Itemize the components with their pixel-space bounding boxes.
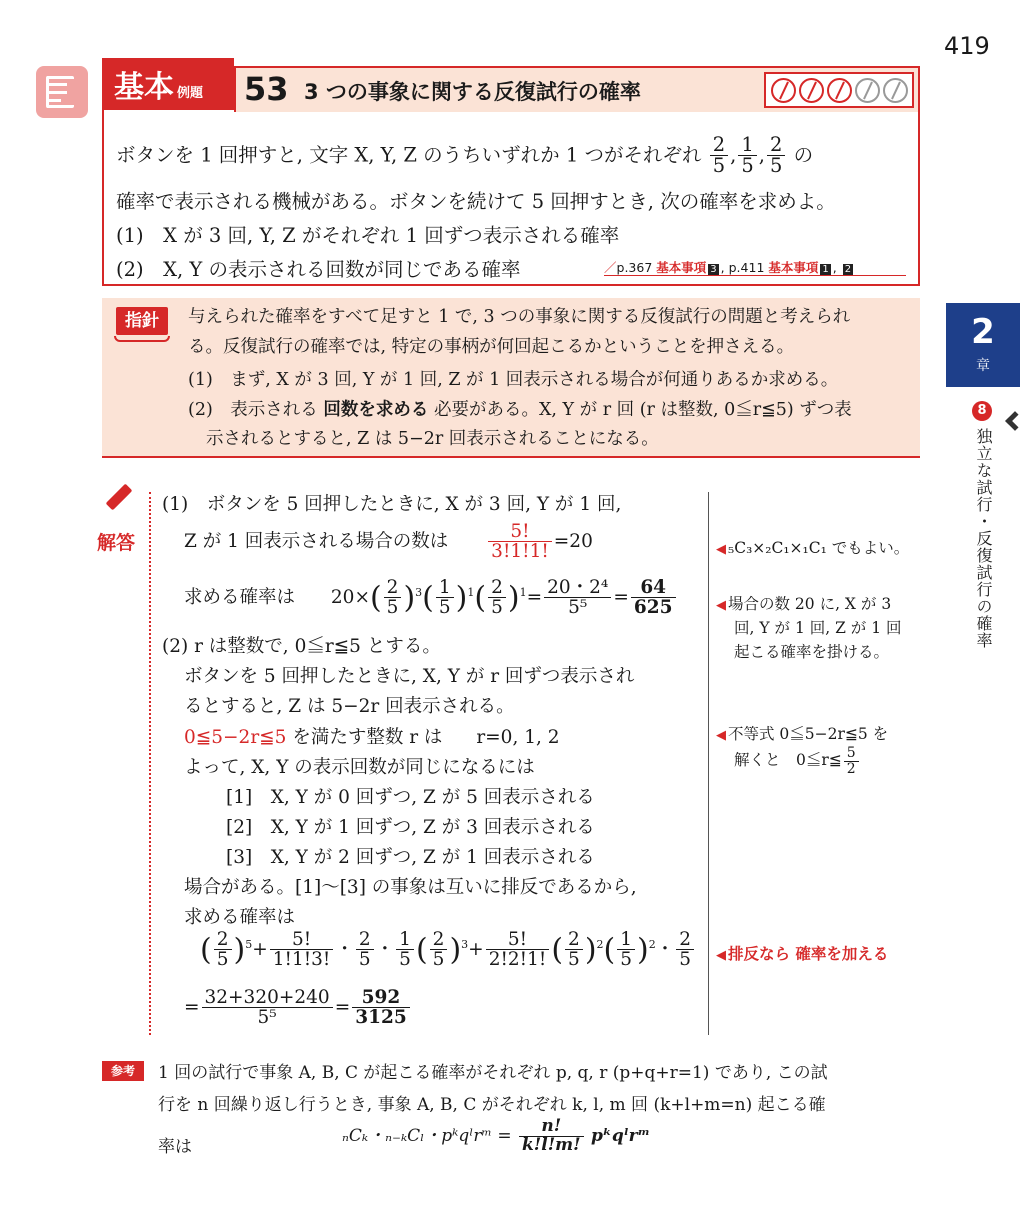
- problem-line-2: 確率で表示される機械がある。ボタンを続けて 5 回押すとき, 次の確率を求めよ。: [116, 190, 836, 213]
- answer-line: Z が 1 回表示される場合の数は $\frac{5!}{3!1!1!}$ =20: [184, 521, 593, 563]
- answer-line: (1) ボタンを 5 回押したときに, X が 3 回, Y が 1 回,: [162, 494, 622, 515]
- hint-line-5: 示されるとすると, Z は 5−2r 回表示されることになる。: [206, 429, 659, 449]
- reference-tag: 参考: [102, 1061, 144, 1081]
- hint-line-2: る。反復試行の確率では, 特定の事柄が何回起こるかということを押さえる。: [188, 337, 795, 357]
- answer-line: (2) r は整数で, 0≦r≦5 とする。: [162, 636, 441, 657]
- document-icon: [36, 66, 88, 118]
- hint-line-1: 与えられた確率をすべて足すと 1 で, 3 つの事象に関する反復試行の問題と考えられ: [188, 307, 851, 327]
- side-note-highlight: ◀ 排反なら 確率を加える: [716, 945, 889, 963]
- book-icon: [114, 336, 170, 342]
- example-tag: 基本 例題: [102, 58, 234, 110]
- triangle-left-icon: ◀: [716, 542, 726, 557]
- side-note: ◀ ₅C₃×₂C₁×₁C₁ でもよい。: [716, 539, 910, 557]
- answer-margin-line: [149, 492, 151, 1035]
- triangle-left-icon: ◀: [716, 948, 726, 963]
- difficulty-empty-icon: [855, 78, 880, 103]
- section-title: 独立な試行・反復試行の確率: [974, 428, 993, 649]
- answer-label: 解答: [97, 532, 136, 554]
- section-number: 8: [972, 401, 992, 421]
- page-number: 419: [944, 32, 990, 60]
- difficulty-icon: [799, 78, 824, 103]
- pencil-icon: [106, 484, 133, 511]
- difficulty-empty-icon: [883, 78, 908, 103]
- side-note: ◀ 場合の数 20 に, X が 3 回, Y が 1 回, Z が 1 回 起こる確率を掛ける。: [716, 595, 902, 662]
- answer-line: 求める確率は: [184, 907, 296, 928]
- question-2: (2) X, Y の表示される回数が同じである確率: [116, 258, 521, 281]
- answer-line: るとすると, Z は 5−2r 回表示される。: [184, 696, 515, 717]
- triangle-left-icon: ◀: [716, 728, 726, 743]
- answer-line: [3] X, Y が 2 回ずつ, Z が 1 回表示される: [226, 847, 595, 868]
- example-title: 3 つの事象に関する反復試行の確率: [304, 80, 641, 104]
- note-line: 率は: [158, 1137, 192, 1157]
- answer-result: = $\frac{32+320+240}{\text{5⁵}}$ = $\frac{592}{3125}$: [184, 988, 412, 1028]
- note-line: 1 回の試行で事象 A, B, C が起こる確率がそれぞれ p, q, r (p+q+r=1) であり, この試: [158, 1063, 828, 1083]
- chevron-right-icon[interactable]: [1005, 411, 1020, 431]
- answer-line: [1] X, Y が 0 回ずつ, Z が 5 回表示される: [226, 787, 595, 808]
- difficulty-icon: [827, 78, 852, 103]
- answer-line: [2] X, Y が 1 回ずつ, Z が 3 回表示される: [226, 817, 595, 838]
- reference-links[interactable]: ／p.367 基本事項 3 , p.411 基本事項 1 , 2: [604, 260, 852, 275]
- example-number: 53: [244, 70, 289, 108]
- answer-line: よって, X, Y の表示回数が同じになるには: [184, 757, 535, 778]
- chapter-tab[interactable]: 2 章: [946, 303, 1020, 387]
- note-formula: ₙCₖ・ₙ₋ₖCₗ・pᵏqˡrᵐ = $\frac{n!}{k!l!m!}$ pᵏqˡrᵐ: [342, 1116, 651, 1155]
- difficulty-icon: [771, 78, 796, 103]
- answer-formula: ( $\frac{2}{5}$ )$^5$+ $\frac{5!}{1!1!3!}$ ・ $\frac{2}{5}$ ・ $\frac{1}{5}$ ( $\frac{2}{5}$ )$^3$+ $\frac{5!}{2!2!1!}$ ( $\frac{2}{5}$ )$^2$( $\frac{1}{5}$ )$^2$・ $\frac{2}{5}$: [200, 930, 696, 970]
- hint-tag: 指針: [116, 307, 168, 335]
- answer-line: 0≦5−2r≦5 を満たす整数 r は r=0, 1, 2: [184, 727, 560, 748]
- answer-line: 求める確率は 20×( $\frac{2}{5}$ )$^3$( $\frac{1}{5}$ )$^1$( $\frac{2}{5}$ )$^1$= $\frac{\text{20・2⁴}}{\text{5⁵}}$ = $\frac{64}{625}$: [184, 578, 678, 618]
- triangle-left-icon: ◀: [716, 598, 726, 613]
- answer-line: 場合がある。[1]～[3] の事象は互いに排反であるから,: [184, 877, 637, 898]
- side-divider: [708, 492, 709, 1035]
- difficulty-rating: [764, 72, 914, 108]
- hint-line-4: (2) 表示される 回数を求める 必要がある。X, Y が r 回 (r は整数, 0≦r≦5) ずつ表: [188, 400, 852, 420]
- problem-line-1: ボタンを 1 回押すと, 文字 X, Y, Z のうちいずれか 1 つがそれぞれ $\frac{2}{5}$ , $\frac{1}{5}$ , $\frac{2}{5}$ の: [116, 133, 814, 178]
- hint-line-3: (1) まず, X が 3 回, Y が 1 回, Z が 1 回表示される場合が何通りあるか求める。: [188, 370, 839, 390]
- reference-arrow-icon: ／: [604, 260, 617, 275]
- question-1: (1) X が 3 回, Y, Z がそれぞれ 1 回ずつ表示される確率: [116, 224, 620, 247]
- answer-line: ボタンを 5 回押したときに, X, Y が r 回ずつ表示され: [184, 666, 635, 687]
- note-line: 行を n 回繰り返し行うとき, 事象 A, B, C がそれぞれ k, l, m 回 (k+l+m=n) 起こる確: [158, 1095, 826, 1115]
- side-note: ◀ 不等式 0≦5−2r≦5 を 解くと 0≦r≦ $\frac{5}{2}$: [716, 725, 889, 777]
